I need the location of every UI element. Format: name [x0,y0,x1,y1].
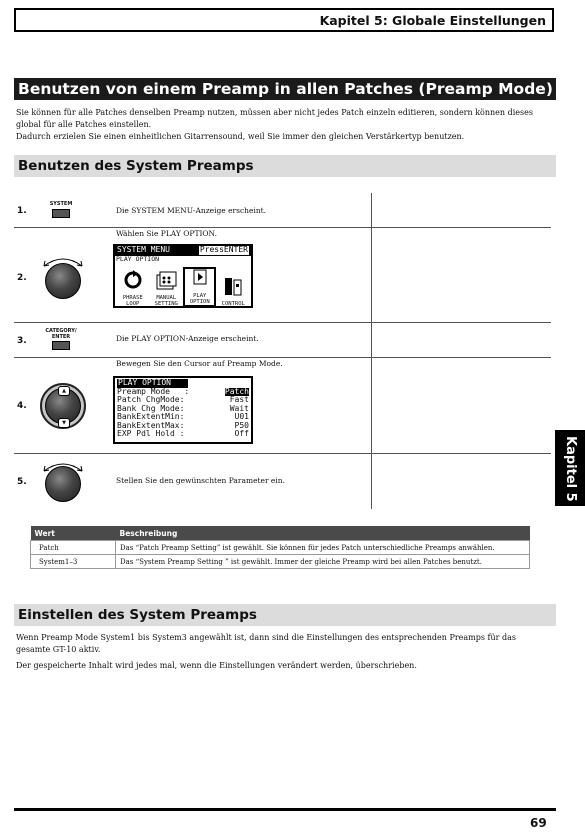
footer-rule [14,808,556,811]
lcd-title: SYSTEM MENU [117,245,170,254]
step-divider [371,193,372,509]
value-dial[interactable] [45,466,81,502]
play-option-icon [189,269,211,289]
lcd-parameter-value: Patch [224,386,249,396]
page-title: Benutzen von einem Preamp in allen Patches (Preamp Mode) [14,78,556,100]
table-cell: System1–3 [31,555,116,569]
lcd-parameter-label: EXP Pdl Hold : [117,429,185,438]
menu-item-phrase-loop: PHRASE LOOP [116,269,149,307]
step-text: Bewegen Sie den Cursor auf Preamp Mode. [116,359,283,368]
chapter-header [14,8,554,32]
button-label: CATEGORY/ [45,328,77,334]
button-rect-icon [52,209,70,218]
chapter-header-text: Kapitel 5: Globale Einstellungen [319,12,546,28]
lcd-parameter-value: P50 [234,420,249,430]
section-line: Wenn Preamp Mode System1 bis System3 angewählt ist, dann sind die Einstellungen des entsprechenden Preamps für das [16,633,516,642]
step-text: Wählen Sie PLAY OPTION. [116,229,218,238]
value-dial[interactable] [45,263,81,299]
cursor-up-icon[interactable]: ▲ [58,386,70,396]
table-cell: Das “System Preamp Setting ” ist gewählt. Immer der gleiche Preamp wird bei allen Patches benutzt. [116,555,530,569]
table-row [31,555,530,569]
section-line: gesamte GT-10 aktiv. [16,645,101,654]
lcd-parameter-label: Bank Chg Mode: [117,403,185,413]
lcd-parameter-label: BankExtentMin: [117,412,185,421]
step-separator [14,227,551,228]
menu-item-play-option: PLAY OPTION [183,267,216,307]
table-row [31,541,530,555]
lcd-parameter-label: Patch ChgMode: [117,395,185,404]
lcd-subtitle: PLAY OPTION [116,254,160,263]
section-title: Benutzen des System Preamps [14,155,556,177]
intro-line: Dadurch erzielen Sie einen einheitlichen Gitarrensound, weil Sie immer den gleichen Verstärkertyp benutzen. [16,132,465,141]
step-separator [14,322,551,323]
step-number: 1. [17,206,27,216]
table-cell: Das “Patch Preamp Setting” ist gewählt. Sie können für jedes Patch unterschiedliche Preamps anwählen. [116,541,530,555]
step-text: Die PLAY OPTION-Anzeige erscheint. [116,334,259,343]
side-tab-label: Kapitel 5 [563,436,578,502]
loop-icon [122,269,144,291]
lcd-hint: PressENTER [199,245,248,254]
lcd-parameter-value: Off [234,429,249,438]
step-text: Stellen Sie den gewünschten Parameter ein. [116,476,285,485]
cursor-down-icon[interactable]: ▼ [58,418,70,428]
lcd-parameter-value: Wait [229,403,249,413]
intro-paragraph [16,107,556,143]
control-icon [222,275,244,297]
table-header: Wert [31,526,116,541]
category-enter-button[interactable] [42,328,80,350]
system-button[interactable] [44,201,78,218]
step-separator [14,453,551,454]
button-rect-icon [52,341,70,350]
lcd-parameter-value: U01 [234,412,249,421]
system-button-label: SYSTEM [49,201,73,207]
lcd-parameter-row [117,430,249,439]
cursor-pad[interactable] [40,383,86,429]
step-number: 2. [17,273,27,283]
table-header: Beschreibung [116,526,530,541]
section-title: Einstellen des System Preamps [14,604,556,626]
step-separator [14,357,551,358]
section-paragraph [16,632,556,672]
menu-item-control: CONTROL [217,275,250,307]
step-number: 4. [17,401,27,411]
step-text: Die SYSTEM MENU-Anzeige erscheint. [116,206,267,215]
intro-line: global für alle Patches einstellen. [16,120,152,129]
page-number: 69 [530,816,547,830]
lcd-parameter-value: Fast [229,395,249,404]
menu-item-manual-setting: MANUAL SETTING [150,269,183,307]
step-number: 3. [17,336,27,346]
chapter-side-tab [555,430,585,506]
manual-icon [155,269,177,291]
lcd-title: PLAY OPTION [117,379,188,388]
lcd-parameter-label: BankExtentMax: [117,420,185,430]
lcd-system-menu [113,244,253,308]
lcd-parameter-label: Preamp Mode : [117,386,190,396]
parameter-table [30,526,530,569]
lcd-play-option [113,376,253,444]
section-line: Der gespeicherte Inhalt wird jedes mal, wenn die Einstellungen verändert werden, überschrieben. [16,661,417,670]
intro-line: Sie können für alle Patches denselben Preamp nutzen, müssen aber nicht jedes Patch einzeln editieren, sondern können dieses [16,108,533,117]
step-number: 5. [17,477,27,487]
table-cell: Patch [31,541,116,555]
button-label: ENTER [51,334,71,340]
